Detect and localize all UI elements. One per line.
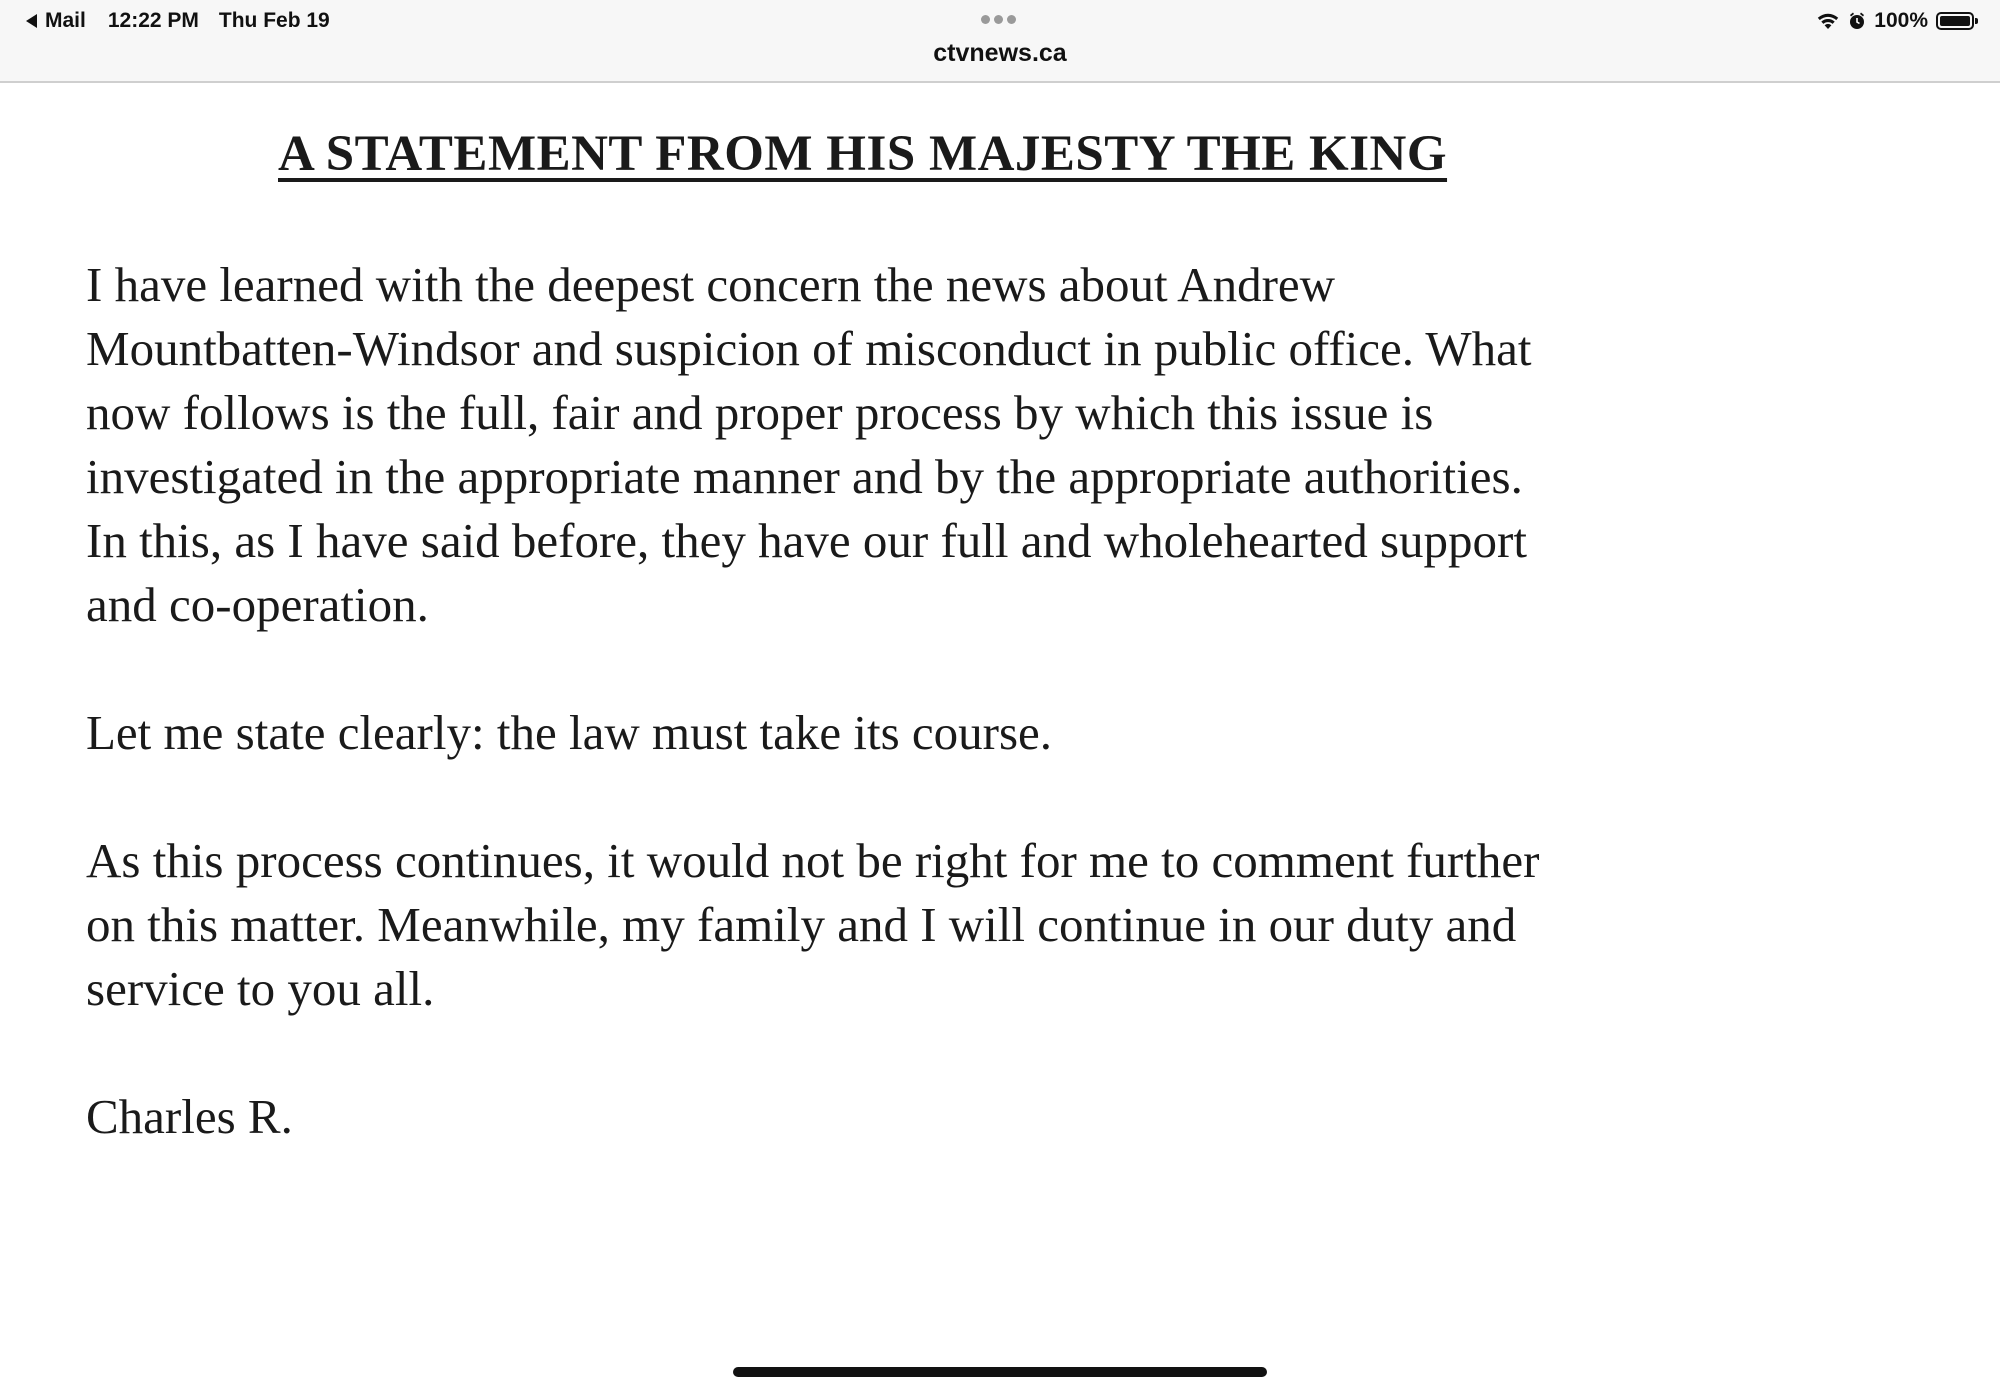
paragraph-line: Let me state clearly: the law must take its course. [86,705,1053,760]
home-indicator[interactable] [733,1367,1267,1377]
battery-percent: 100% [1874,9,1928,32]
paragraph-line: In this, as I have said before, they have our full and wholehearted support [86,513,1527,568]
statement-paragraph-2 [86,701,1806,765]
status-bar [0,0,2000,83]
statement-paragraph-1 [86,253,1806,637]
paragraph-line: As this process continues, it would not be right for me to comment further [86,833,1540,888]
status-bar-right [1816,7,1974,35]
multitask-dots-icon[interactable] [981,15,1016,24]
alarm-icon [1848,11,1866,31]
paragraph-line: service to you all. [86,961,435,1016]
status-bar-left [26,7,330,35]
statement-signature [86,1085,1806,1149]
back-to-app-button[interactable] [26,9,86,33]
paragraph-line: now follows is the full, fair and proper process by which this issue is [86,385,1434,440]
statement-title: A STATEMENT FROM HIS MAJESTY THE KING [278,126,1448,182]
url-label[interactable]: ctvnews.ca [933,39,1067,67]
paragraph-line: on this matter. Meanwhile, my family and I will continue in our duty and [86,897,1517,952]
battery-icon [1936,12,1974,30]
paragraph-line: Mountbatten-Windsor and suspicion of misconduct in public office. What [86,321,1532,376]
back-app-label: Mail [45,9,86,32]
status-date: Thu Feb 19 [218,9,330,32]
wifi-icon [1816,12,1840,30]
back-arrow-icon [26,14,37,28]
paragraph-line: and co-operation. [86,577,429,632]
status-time: 12:22 PM [107,9,199,32]
signature-line: Charles R. [86,1089,293,1144]
paragraph-line: investigated in the appropriate manner and by the appropriate authorities. [86,449,1523,504]
paragraph-line: I have learned with the deepest concern the news about Andrew [86,257,1336,312]
statement-paragraph-3 [86,829,1806,1021]
